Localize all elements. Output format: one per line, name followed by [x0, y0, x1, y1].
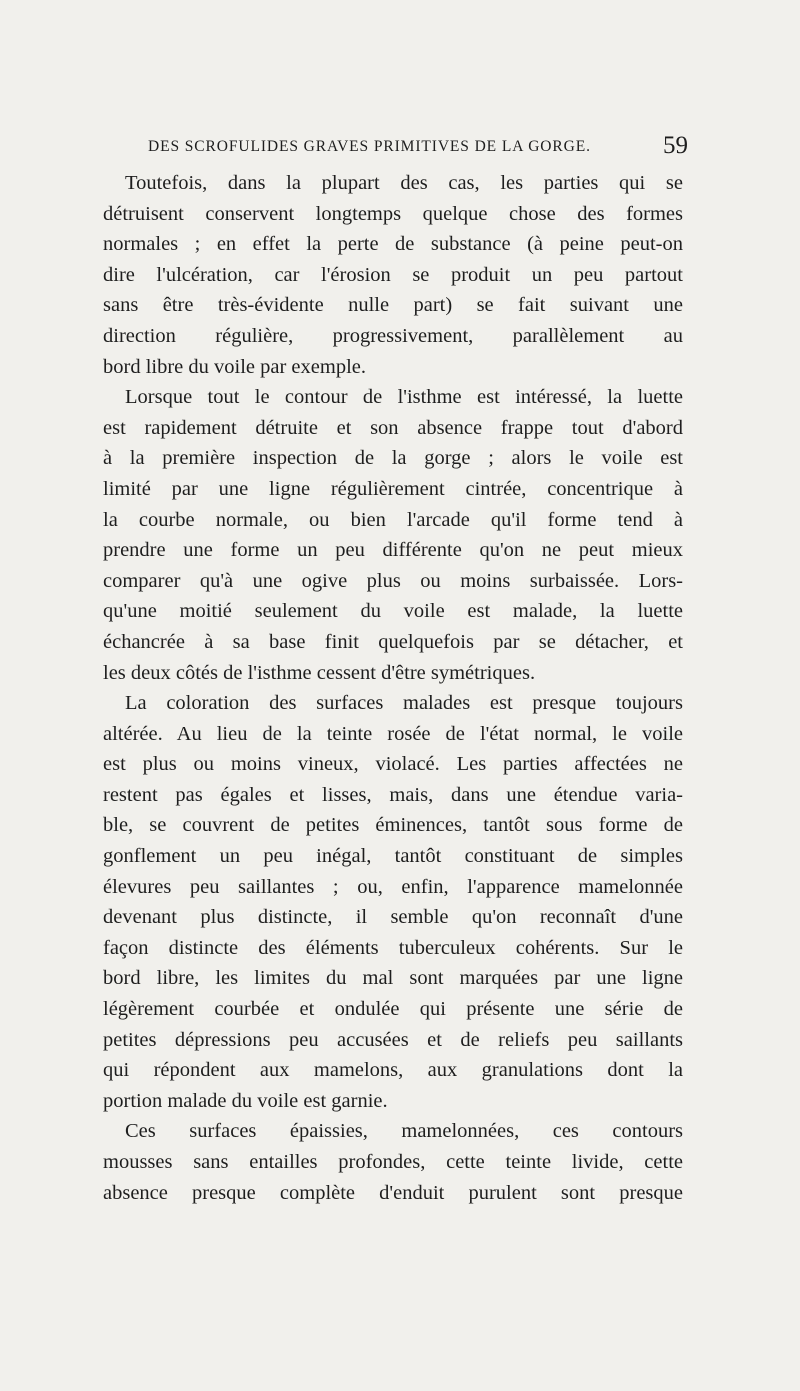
text-line: gonflement un peu inégal, tantôt constituant de simples: [103, 845, 683, 868]
text-line: restent pas égales et lisses, mais, dans une étendue varia-: [103, 783, 683, 806]
text-line: altérée. Au lieu de la teinte rosée de l'état normal, le voile: [103, 722, 683, 745]
text-line: échancrée à sa base finit quelquefois par se détacher, et: [103, 630, 683, 653]
text-line: bord libre du voile par exemple.: [103, 355, 366, 378]
body-text: [103, 168, 683, 1208]
text-line: ble, se couvrent de petites éminences, tantôt sous forme de: [103, 814, 683, 837]
page-number: 59: [663, 132, 688, 159]
text-line: absence presque complète d'enduit purulent sont presque: [103, 1181, 683, 1204]
text-line: prendre une forme un peu différente qu'on ne peut mieux: [103, 539, 683, 562]
text-line: mousses sans entailles profondes, cette teinte livide, cette: [103, 1151, 683, 1173]
running-head-title: DES SCROFULIDES GRAVES PRIMITIVES DE LA GORGE.: [148, 138, 591, 155]
text-line: élevures peu saillantes ; ou, enfin, l'apparence mamelonnée: [103, 875, 683, 898]
text-line: La coloration des surfaces malades est presque toujours: [125, 692, 683, 715]
text-line: est rapidement détruite et son absence frappe tout d'abord: [103, 416, 683, 439]
text-line: la courbe normale, ou bien l'arcade qu'il forme tend à: [103, 508, 683, 531]
text-line: sans être très-évidente nulle part) se fait suivant une: [103, 294, 683, 317]
text-line: détruisent conservent longtemps quelque chose des formes: [103, 202, 683, 225]
text-line: à la première inspection de la gorge ; alors le voile est: [103, 447, 683, 470]
text-line: portion malade du voile est garnie.: [103, 1089, 388, 1112]
text-line: comparer qu'à une ogive plus ou moins surbaissée. Lors-: [103, 569, 683, 592]
text-line: les deux côtés de l'isthme cessent d'être symétriques.: [103, 661, 536, 684]
text-line: devenant plus distincte, il semble qu'on reconnaît d'une: [103, 906, 683, 929]
text-line: bord libre, les limites du mal sont marquées par une ligne: [103, 967, 683, 990]
text-line: dire l'ulcération, car l'érosion se produit un peu partout: [103, 263, 683, 286]
text-line: est plus ou moins vineux, violacé. Les parties affectées ne: [103, 753, 683, 776]
text-line: qui répondent aux mamelons, aux granulations dont la: [103, 1059, 683, 1082]
text-line: façon distincte des éléments tuberculeux cohérents. Sur le: [103, 936, 683, 959]
text-line: légèrement courbée et ondulée qui présente une série de: [103, 998, 683, 1021]
text-line: Ces surfaces épaissies, mamelonnées, ces contours: [125, 1120, 683, 1143]
text-line: normales ; en effet la perte de substance (à peine peut-on: [103, 233, 683, 256]
text-line: direction régulière, progressivement, parallèlement au: [103, 324, 683, 347]
text-line: petites dépressions peu accusées et de reliefs peu saillants: [103, 1028, 683, 1051]
text-line: qu'une moitié seulement du voile est malade, la luette: [103, 600, 683, 623]
text-line: Toutefois, dans la plupart des cas, les parties qui se: [125, 172, 683, 194]
text-line: limité par une ligne régulièrement cintrée, concentrique à: [103, 477, 683, 500]
text-line: Lorsque tout le contour de l'isthme est intéressé, la luette: [125, 386, 683, 409]
